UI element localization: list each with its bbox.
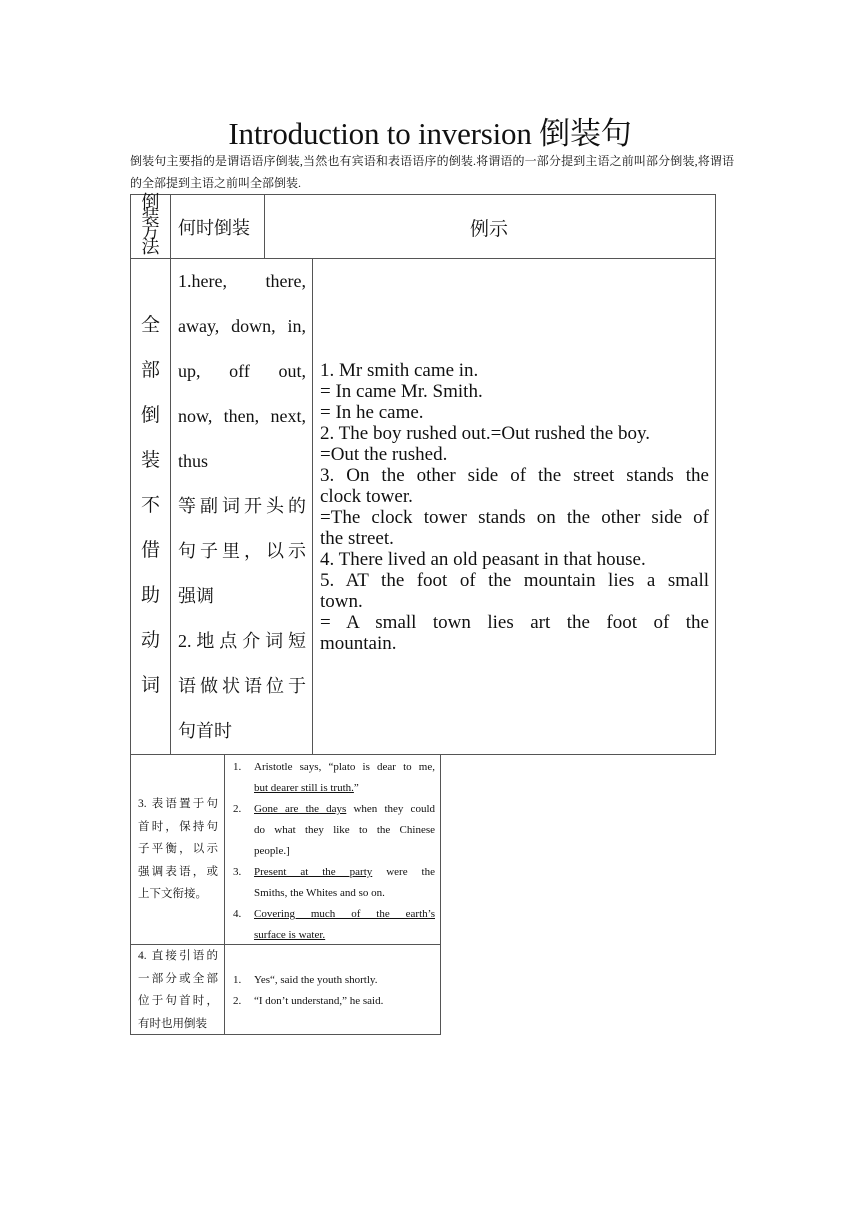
example-line: 4. There lived an old peasant in that house. — [320, 549, 646, 570]
main-table-border-top — [130, 194, 716, 195]
main-table-border-right — [715, 194, 716, 755]
main-table-divider-2-header — [264, 194, 265, 258]
header-when: 何时倒装 — [178, 218, 250, 238]
row1-when-line: away, down, in, — [178, 316, 306, 336]
row1-method-char: 倒 — [140, 405, 160, 426]
row1-method-char: 动 — [140, 630, 160, 651]
list-item-text: Aristotle says, “plato is dear to me, — [254, 761, 435, 773]
row1-when-line: 句子里，以示 — [178, 541, 306, 561]
row1-when-line: 句首时 — [178, 721, 232, 741]
list-item — [228, 862, 435, 904]
row1-method-char: 部 — [140, 360, 160, 381]
row1-method-char: 词 — [140, 675, 160, 696]
small-row2-label-line: 位于句首时， — [138, 995, 218, 1007]
list-item-text: people.] — [254, 845, 290, 857]
small-row1-label-line: 强调表语，或 — [138, 865, 218, 878]
list-item-text: ” — [353, 782, 359, 794]
small-row1-label-line: 3. 表语置于句 — [138, 798, 218, 810]
row1-when-line: now, then, next, — [178, 406, 306, 426]
header-method-char: 倒 — [141, 192, 160, 212]
header-method-char: 装 — [141, 207, 160, 227]
list-item-number: 4. — [233, 908, 242, 920]
row1-when-line: 1.here, there, — [178, 271, 306, 291]
row1-method-char: 全 — [140, 315, 160, 336]
list-item-number: 1. — [233, 974, 242, 986]
small-row2-label — [138, 945, 218, 1035]
small-table-border-right-2 — [440, 944, 441, 1035]
small-row1-list — [228, 757, 435, 946]
list-item-text: when they could — [346, 803, 435, 815]
list-item-number: 1. — [233, 761, 242, 773]
row1-method — [131, 303, 170, 708]
row1-method-char: 助 — [140, 585, 160, 606]
row1-when-line: thus — [178, 451, 209, 471]
small-row2-label-line: 一部分或全部 — [138, 972, 218, 985]
list-item-number: 2. — [233, 803, 242, 815]
header-method-char: 法 — [141, 237, 160, 257]
small-row1-label-line: 上下文衔接。 — [138, 888, 207, 900]
underlined-text: Covering much of the earth’s — [254, 908, 435, 920]
example-line: = A small town lies art the foot of the — [320, 612, 709, 633]
list-item-text: “I don’t understand,” he said. — [254, 995, 384, 1007]
row1-method-char: 装 — [140, 450, 160, 471]
list-item — [228, 757, 435, 799]
example-line: = In he came. — [320, 402, 424, 423]
main-table-border-bottom — [130, 754, 716, 755]
small-row2-label-line: 4. 直接引语的 — [138, 950, 218, 962]
row1-examples — [320, 360, 709, 654]
list-item-text — [254, 782, 359, 794]
list-item-text: Smiths, the Whites and so on. — [254, 887, 385, 899]
row1-when-line: up, off out, — [178, 361, 306, 381]
small-row2-list — [228, 970, 435, 1012]
example-line: 3. On the other side of the street stands the — [320, 465, 709, 486]
main-table-divider-2-body — [312, 258, 313, 755]
list-item — [228, 991, 435, 1012]
example-line: town. — [320, 591, 363, 612]
underlined-text: Present at the party — [254, 866, 373, 878]
header-examples: 例示 — [470, 219, 509, 240]
underlined-text: but dearer still is truth. — [254, 782, 354, 794]
example-line: =Out the rushed. — [320, 444, 448, 465]
list-item — [228, 799, 435, 862]
list-item-text — [254, 862, 435, 883]
example-line: 5. AT the foot of the mountain lies a small — [320, 570, 709, 591]
row1-method-char: 借 — [140, 540, 160, 561]
small-row1-label-line: 子平衡，以示 — [138, 843, 218, 855]
example-line: mountain. — [320, 633, 397, 654]
small-table-border-left — [130, 755, 131, 1035]
small-row2-label-line: 有时也用倒装 — [138, 1017, 207, 1030]
list-item-number: 3. — [233, 866, 242, 878]
row1-when-line: 强调 — [178, 586, 214, 606]
row1-when-line: 等副词开头的 — [178, 496, 306, 516]
row1-method-char: 不 — [140, 495, 160, 516]
small-row1-label-line: 首时，保持句 — [138, 820, 218, 833]
small-row1-label — [138, 793, 218, 906]
row1-when-line: 语做状语位于 — [178, 676, 306, 696]
small-table-border-right-1 — [440, 755, 441, 944]
main-table-divider-1 — [170, 194, 171, 755]
example-line: = In came Mr. Smith. — [320, 381, 483, 402]
page-title: Introduction to inversion 倒装句 — [228, 116, 632, 151]
list-item-text: do what they like to the Chinese — [254, 824, 435, 836]
underlined-text: Gone are the days — [254, 803, 347, 815]
example-line: the street. — [320, 528, 394, 549]
example-line: =The clock tower stands on the other side of — [320, 507, 709, 528]
list-item-text: Yes“, said the youth shortly. — [254, 974, 378, 986]
example-line: clock tower. — [320, 486, 413, 507]
underlined-text: surface is water. — [254, 929, 326, 941]
header-method — [131, 192, 170, 258]
row1-when — [178, 259, 306, 754]
list-item-number: 2. — [233, 995, 242, 1007]
intro-paragraph: 倒装句主要指的是谓语语序倒装,当然也有宾语和表语语序的倒装.将谓语的一部分提到主语之前叫部分倒装,将谓语的全部提到主语之前叫全部倒装. — [130, 154, 734, 190]
small-table-divider — [224, 755, 225, 1035]
example-line: 1. Mr smith came in. — [320, 360, 479, 381]
list-item-text — [254, 799, 435, 820]
list-item — [228, 970, 435, 991]
example-line: 2. The boy rushed out.=Out rushed the boy. — [320, 423, 650, 444]
list-item — [228, 904, 435, 946]
row1-when-line: 2.地点介词短 — [178, 631, 306, 651]
header-method-char: 方 — [141, 222, 160, 242]
list-item-text: were the — [372, 866, 435, 878]
